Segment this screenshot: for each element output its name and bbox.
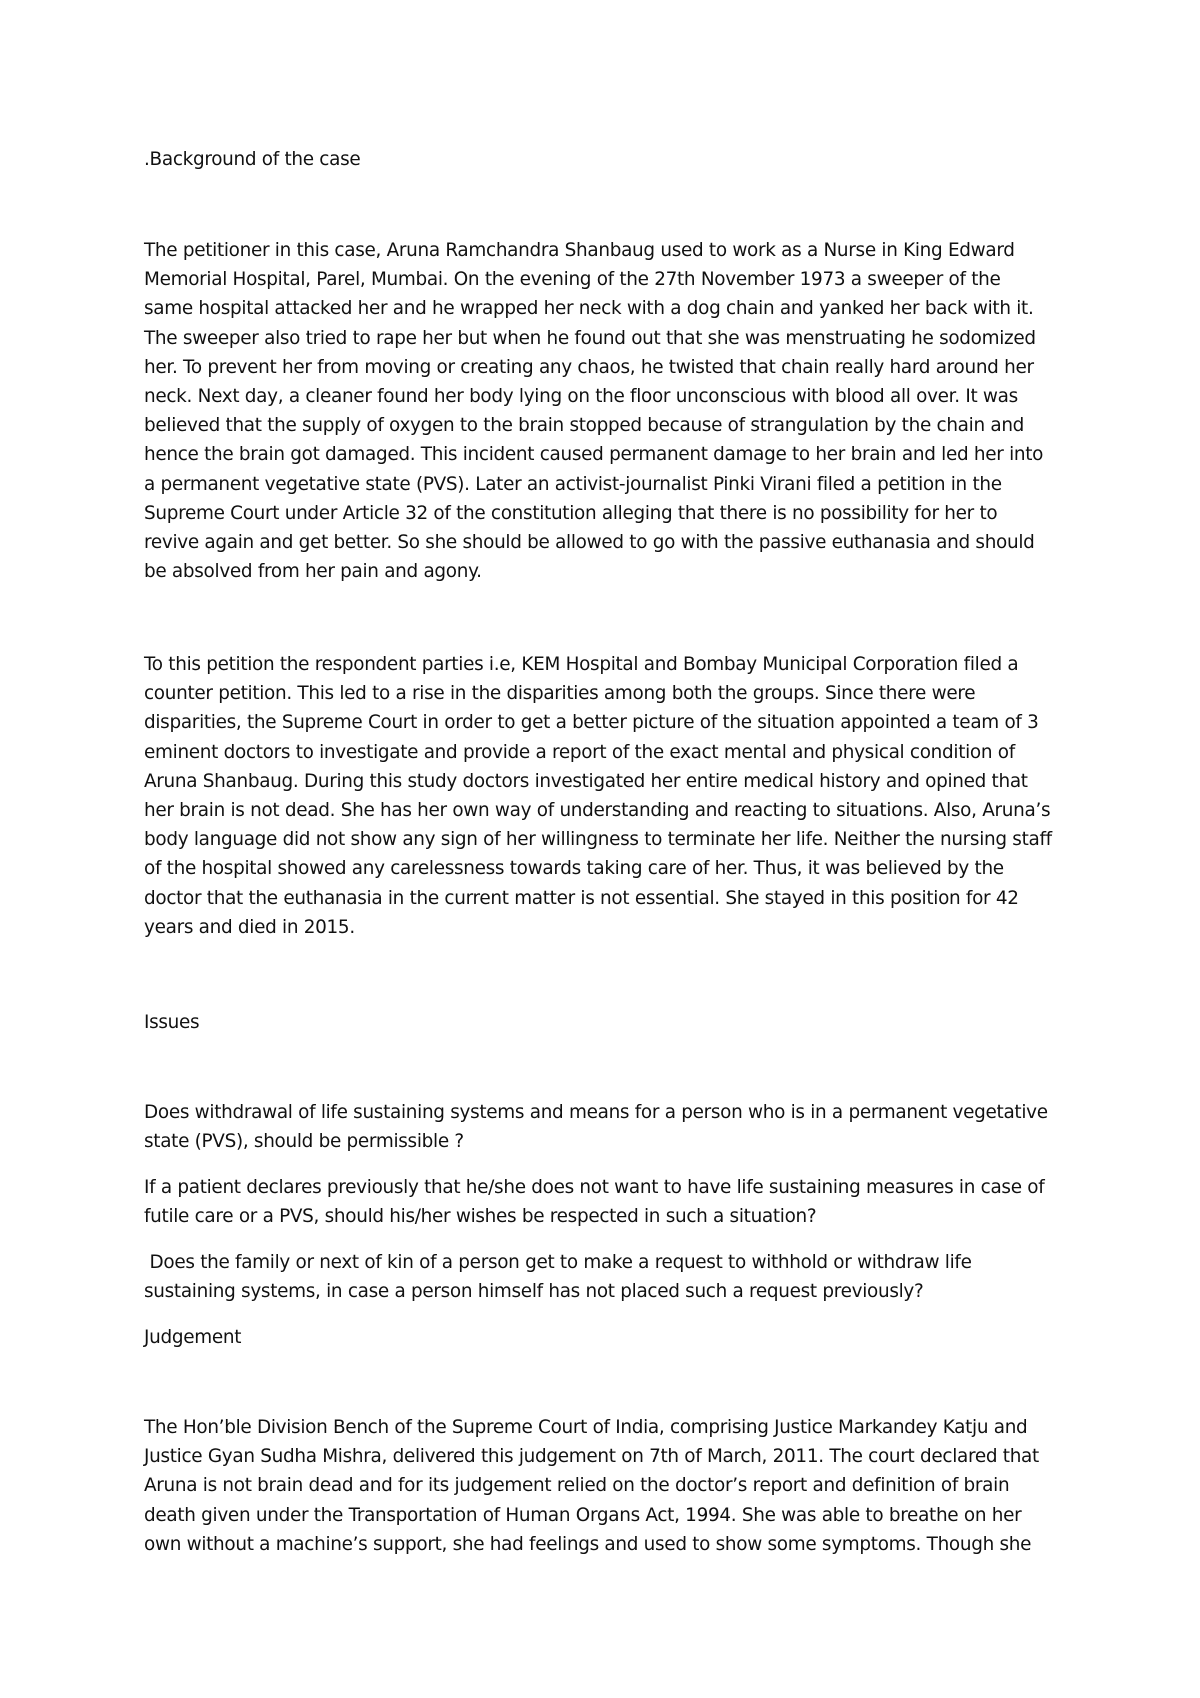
issue-question-3: Does the family or next of kin of a person get to make a request to withhold or withdraw life sustaining systems, in case a person himself has not placed such a request previously? <box>144 1252 972 1303</box>
issues-heading: Issues <box>144 1012 200 1033</box>
issue-question-1: Does withdrawal of life sustaining systems and means for a person who is in a permanent vegetative state (PVS), should be permissible ? <box>144 1102 1048 1153</box>
background-paragraph-2: To this petition the respondent parties i.e, KEM Hospital and Bombay Municipal Corporation filed a counter petition. This led to a rise in the disparities among both the groups. Since there were disparities, the Supreme Court in order to get a better picture of the situation appointed a team of 3 eminent doctors to investigate and provide a report of the exact mental and physical condition of Aruna Shanbaug. During this study doctors investigated her entire medical history and opined that her brain is not dead. She has her own way of understanding and reacting to situations. Also, Aruna’s body language did not show any sign of her willingness to terminate her life. Neither the nursing staff of the hospital showed any carelessness towards taking care of her. Thus, it was believed by the doctor that the euthanasia in the current matter is not essential. She stayed in this position for 42 years and died in 2015. <box>144 654 1052 938</box>
background-heading: .Background of the case <box>144 149 361 170</box>
judgement-paragraph: The Hon’ble Division Bench of the Supreme Court of India, comprising Justice Markandey Katju and Justice Gyan Sudha Mishra, delivered this judgement on 7th of March, 2011. The court declared that Aruna is not brain dead and for its judgement relied on the doctor’s report and definition of brain death given under the Transportation of Human Organs Act, 1994. She was able to breathe on her own without a machine’s support, she had feelings and used to show some symptoms. Though she <box>144 1417 1039 1555</box>
issue-question-2: If a patient declares previously that he/she does not want to have life sustaining measures in case of futile care or a PVS, should his/her wishes be respected in such a situation? <box>144 1177 1045 1228</box>
judgement-heading: Judgement <box>144 1327 242 1348</box>
background-paragraph-1: The petitioner in this case, Aruna Ramchandra Shanbaug used to work as a Nurse in King Edward Memorial Hospital, Parel, Mumbai. On the evening of the 27th November 1973 a sweeper of the same hospital attacked her and he wrapped her neck with a dog chain and yanked her back with it. The sweeper also tried to rape her but when he found out that she was menstruating he sodomized her. To prevent her from moving or creating any chaos, he twisted that chain really hard around her neck. Next day, a cleaner found her body lying on the floor unconscious with blood all over. It was believed that the supply of oxygen to the brain stopped because of strangulation by the chain and hence the brain got damaged. This incident caused permanent damage to her brain and led her into a permanent vegetative state (PVS). Later an activist-journalist Pinki Virani filed a petition in the Supreme Court under Article 32 of the constitution alleging that there is no possibility for her to revive again and get better. So she should be allowed to go with the passive euthanasia and should be absolved from her pain and agony. <box>144 240 1044 583</box>
